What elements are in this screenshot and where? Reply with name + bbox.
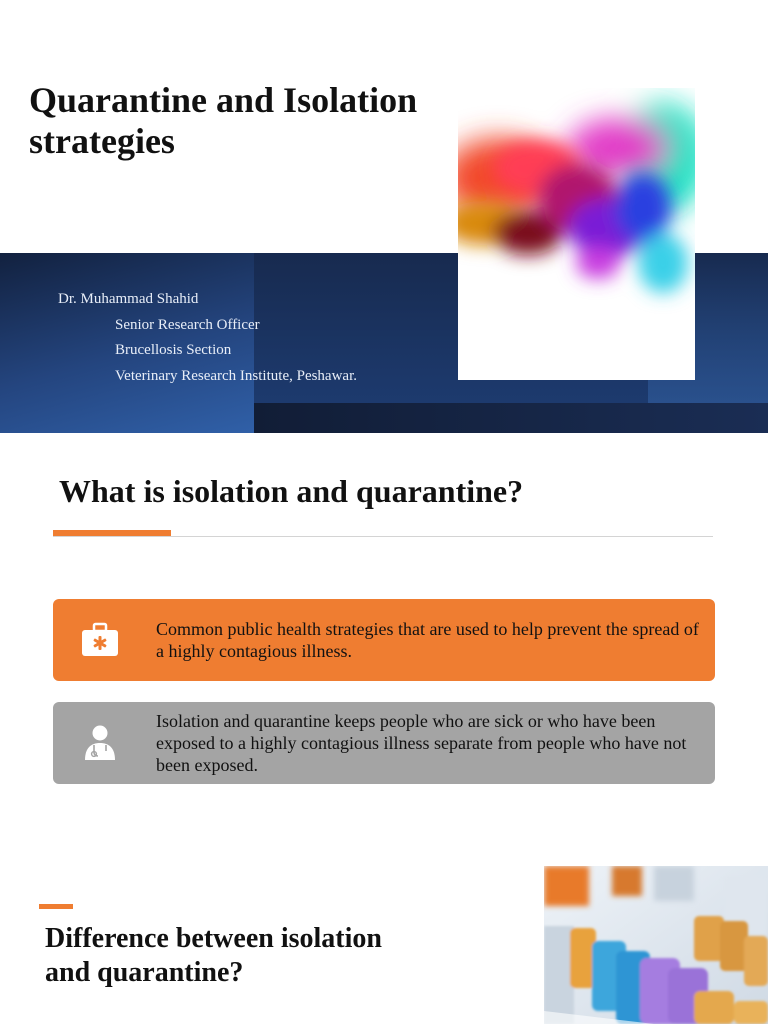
title-line-1: Quarantine and Isolation bbox=[29, 80, 418, 120]
definition-text-1: Common public health strategies that are used to help prevent the spread of a highly contagious illness. bbox=[156, 619, 699, 661]
abstract-color-image bbox=[458, 88, 695, 380]
medical-kit-icon bbox=[79, 620, 121, 660]
definition-text-2: Isolation and quarantine keeps people who are sick or who have been exposed to a highly contagious illness separate from people who have not been exposed. bbox=[156, 711, 687, 775]
author-title: Senior Research Officer bbox=[115, 316, 260, 333]
definition-card-2 bbox=[53, 702, 715, 784]
author-section: Brucellosis Section bbox=[115, 342, 232, 358]
title-line-1: Difference between isolation bbox=[45, 923, 382, 954]
slide-2-title: What is isolation and quarantine? bbox=[59, 473, 524, 509]
definition-card-1 bbox=[53, 599, 715, 681]
author-institute: Veterinary Research Institute, Peshawar. bbox=[115, 367, 357, 384]
title-line-2: strategies bbox=[29, 121, 175, 161]
title-slide bbox=[0, 0, 768, 433]
definition-slide bbox=[0, 433, 768, 866]
author-block bbox=[58, 287, 357, 389]
test-tubes-photo bbox=[544, 866, 768, 1024]
band-bottom-strip bbox=[254, 403, 768, 433]
doctor-icon bbox=[79, 723, 121, 763]
difference-slide bbox=[0, 866, 768, 1024]
author-name: Dr. Muhammad Shahid bbox=[58, 291, 199, 307]
title-accent-bar bbox=[39, 904, 73, 909]
title-divider bbox=[53, 536, 713, 537]
presentation-title bbox=[29, 80, 459, 162]
title-accent-bar bbox=[53, 530, 171, 536]
title-line-2: and quarantine? bbox=[45, 957, 244, 988]
slide-3-title bbox=[45, 922, 485, 990]
